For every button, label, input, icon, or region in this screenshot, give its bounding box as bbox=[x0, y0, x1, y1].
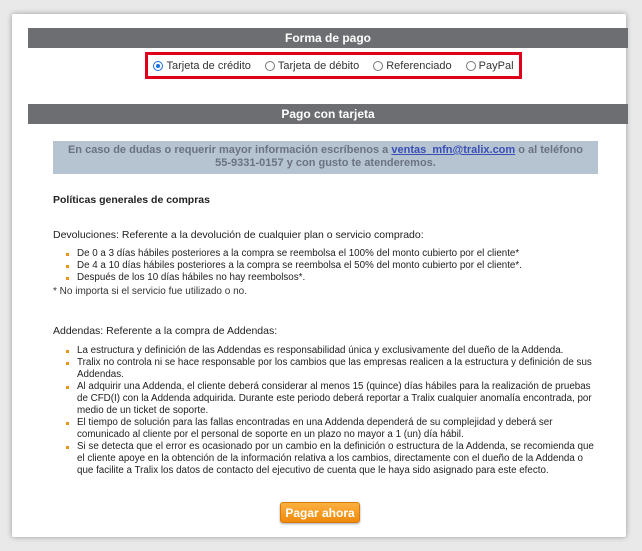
policies-title: Políticas generales de compras bbox=[53, 194, 210, 206]
payment-card bbox=[12, 14, 626, 537]
method-debit-card[interactable] bbox=[265, 60, 359, 72]
addendas-list bbox=[53, 345, 601, 477]
payment-method-options bbox=[145, 52, 522, 79]
paypal-label: PayPal bbox=[478, 59, 514, 72]
debit-card-label: Tarjeta de débito bbox=[277, 59, 360, 72]
credit-card-radio[interactable] bbox=[153, 61, 163, 71]
list-item: La estructura y definición de las Addendas es responsabilidad única y exclusivamente del dueño de la Addenda. bbox=[53, 345, 601, 357]
method-credit-card[interactable] bbox=[153, 60, 250, 72]
list-item: Tralix no controla ni se hace responsable por los cambios que las empresas realicen a la estructura y definición de sus Addendas. bbox=[53, 357, 601, 381]
info-suffix: o al teléfono 55-9331-0157 y con gusto te atenderemos. bbox=[215, 144, 584, 169]
card-payment-header: Pago con tarjeta bbox=[28, 104, 628, 124]
sales-email-link[interactable]: ventas_mfn@tralix.com bbox=[391, 144, 516, 156]
credit-card-label: Tarjeta de crédito bbox=[166, 59, 251, 72]
list-item: Después de los 10 días hábiles no hay reembolsos*. bbox=[53, 272, 601, 284]
payment-method-header: Forma de pago bbox=[28, 28, 628, 48]
method-paypal[interactable] bbox=[466, 60, 514, 72]
debit-card-radio[interactable] bbox=[265, 61, 275, 71]
referenced-label: Referenciado bbox=[386, 59, 452, 72]
addendas-title: Addendas: Referente a la compra de Addendas: bbox=[53, 325, 278, 337]
method-referenced[interactable] bbox=[373, 60, 451, 72]
contact-info-box bbox=[53, 141, 598, 174]
list-item: Si se detecta que el error es ocasionado por un cambio en la definición o estructura de la Addenda, se recomienda que el cliente apoye en la obtención de la información relativa a los cambios, directamente con el dueño de la Addenda o que facilite a Tralix los datos de contacto del ejecutivo de cuenta que le haya sido asignado para este efecto. bbox=[53, 441, 601, 477]
refunds-title: Devoluciones: Referente a la devolución de cualquier plan o servicio comprado: bbox=[53, 229, 424, 241]
list-item: De 4 a 10 días hábiles posteriores a la compra se reembolsa el 50% del monto cubierto por el cliente*. bbox=[53, 260, 601, 272]
list-item: El tiempo de solución para las fallas encontradas en una Addenda dependerá de su complejidad y deberá ser comunicado al cliente por el personal de soporte en un plazo no mayor a 1 (un) día hábil. bbox=[53, 417, 601, 441]
paypal-radio[interactable] bbox=[466, 61, 476, 71]
list-item: Al adquirir una Addenda, el cliente deberá considerar al menos 15 (quince) días hábiles para la realización de pruebas de CFD(I) con la Addenda adquirida. Durante este periodo deberá reportar a Tralix cualquier anomalía encontrada, por medio de un ticket de soporte. bbox=[53, 381, 601, 417]
list-item: De 0 a 3 días hábiles posteriores a la compra se reembolsa el 100% del monto cubierto por el cliente* bbox=[53, 248, 601, 260]
refunds-note: * No importa si el servicio fue utilizado o no. bbox=[53, 286, 247, 297]
info-prefix: En caso de dudas o requerir mayor información escríbenos a bbox=[67, 144, 392, 156]
refunds-list bbox=[53, 248, 601, 284]
referenced-radio[interactable] bbox=[373, 61, 383, 71]
policies-content bbox=[53, 194, 601, 477]
pay-now-button[interactable]: Pagar ahora bbox=[280, 502, 360, 523]
